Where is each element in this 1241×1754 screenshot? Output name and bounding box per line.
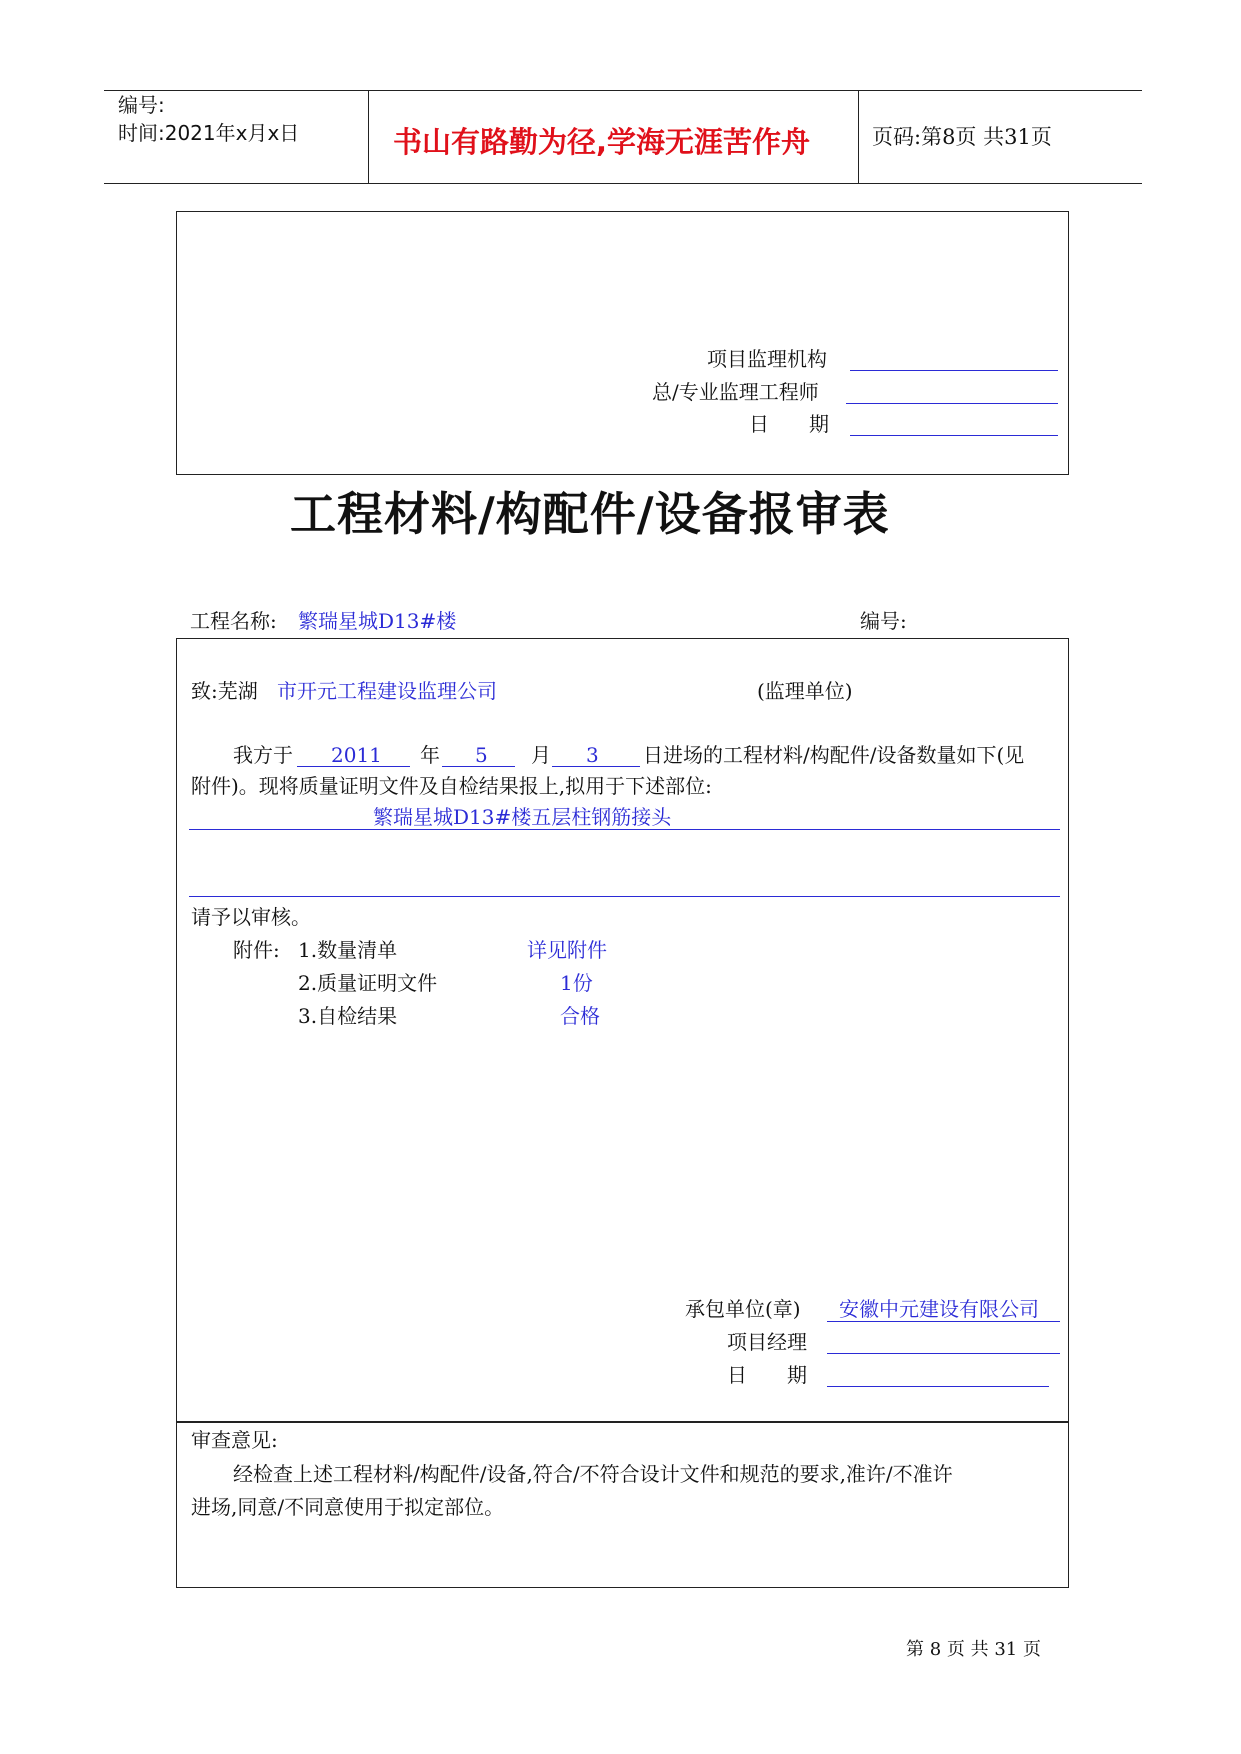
contractor-date-line[interactable] bbox=[827, 1386, 1049, 1387]
supervisor-signature-box bbox=[176, 211, 1069, 475]
recipient-label: 致:芜湖 bbox=[191, 679, 258, 703]
attachment-value-2: 1份 bbox=[560, 971, 593, 995]
header-motto: 书山有路勤为径,学海无涯苦作舟 bbox=[393, 125, 811, 159]
attachment-name-2: 2.质量证明文件 bbox=[298, 971, 438, 995]
attachment-name-3: 3.自检结果 bbox=[298, 1004, 398, 1028]
arrival-day[interactable]: 3 bbox=[586, 743, 599, 767]
form-number-label: 编号: bbox=[860, 609, 907, 633]
review-line-1: 经检查上述工程材料/构配件/设备,符合/不符合设计文件和规范的要求,准许/不准许 bbox=[233, 1462, 953, 1486]
review-label: 审查意见: bbox=[191, 1428, 278, 1452]
usage-location-line-2 bbox=[189, 896, 1060, 897]
usage-location-line bbox=[189, 829, 1060, 830]
attachment-name-1: 1.数量清单 bbox=[298, 938, 398, 962]
arrival-month[interactable]: 5 bbox=[475, 743, 488, 767]
header-bottom-rule bbox=[104, 183, 1142, 184]
review-box bbox=[176, 1421, 1069, 1588]
body-suffix: 日进场的工程材料/构配件/设备数量如下(见 bbox=[643, 743, 1025, 767]
month-label: 月 bbox=[531, 743, 551, 767]
arrival-year-line bbox=[297, 766, 410, 767]
contractor-value[interactable]: 安徽中元建设有限公司 bbox=[839, 1297, 1039, 1321]
header-page-label: 页码:第8页 共31页 bbox=[872, 125, 1052, 149]
supervisor-date-line[interactable] bbox=[850, 435, 1058, 436]
contractor-line bbox=[827, 1321, 1060, 1322]
attachment-value-3: 合格 bbox=[560, 1004, 600, 1028]
year-label: 年 bbox=[420, 743, 440, 767]
supervisor-engineer-line[interactable] bbox=[846, 403, 1058, 404]
supervisor-org-line[interactable] bbox=[850, 370, 1058, 371]
body-prefix: 我方于 bbox=[233, 743, 293, 767]
arrival-year[interactable]: 2011 bbox=[331, 743, 382, 767]
form-title: 工程材料/构配件/设备报审表 bbox=[290, 487, 890, 541]
review-line-2: 进场,同意/不同意使用于拟定部位。 bbox=[191, 1495, 505, 1519]
header-time-label: 时间:2021年x月x日 bbox=[118, 121, 300, 145]
project-manager-label: 项目经理 bbox=[727, 1330, 807, 1354]
application-box bbox=[176, 638, 1069, 1423]
supervisor-engineer-label: 总/专业监理工程师 bbox=[652, 380, 819, 404]
attachment-value-1: 详见附件 bbox=[527, 938, 607, 962]
arrival-day-line bbox=[552, 766, 640, 767]
project-name-label: 工程名称: bbox=[190, 609, 277, 633]
attachments-label: 附件: bbox=[233, 938, 280, 962]
supervisor-org-label: 项目监理机构 bbox=[707, 347, 827, 371]
project-name-value: 繁瑞星城D13#楼 bbox=[298, 609, 457, 633]
header-number-label: 编号: bbox=[118, 93, 165, 117]
supervisor-date-label: 日 期 bbox=[749, 412, 829, 436]
usage-location[interactable]: 繁瑞星城D13#楼五层柱钢筋接头 bbox=[373, 805, 672, 829]
arrival-month-line bbox=[442, 766, 515, 767]
body-line-2: 附件)。现将质量证明文件及自检结果报上,拟用于下述部位: bbox=[191, 774, 712, 798]
footer-page-number: 第 8 页 共 31 页 bbox=[906, 1639, 1041, 1660]
recipient-value: 市开元工程建设监理公司 bbox=[277, 679, 497, 703]
review-request: 请予以审核。 bbox=[191, 905, 311, 929]
contractor-label: 承包单位(章) bbox=[685, 1297, 801, 1321]
header-divider-left bbox=[368, 90, 369, 183]
contractor-date-label: 日 期 bbox=[727, 1363, 807, 1387]
recipient-suffix: (监理单位) bbox=[757, 679, 853, 703]
header-top-rule bbox=[104, 90, 1142, 91]
header-divider-right bbox=[858, 90, 859, 183]
project-manager-line[interactable] bbox=[827, 1353, 1060, 1354]
